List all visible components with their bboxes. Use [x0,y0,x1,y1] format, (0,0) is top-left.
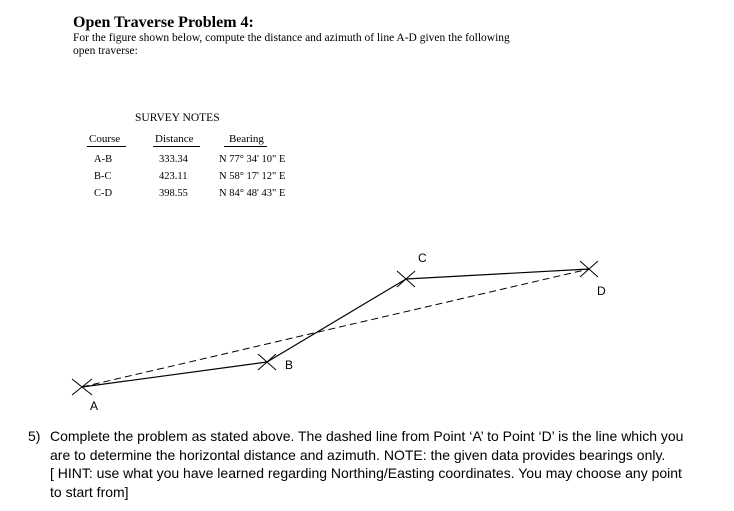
bearing-cell: N 84° 48' 43" E [219,188,286,199]
course-cell: B-C [94,171,112,182]
question-line-2: are to determine the horizontal distance and azimuth. NOTE: the given data provides bearings only. [50,446,666,463]
question-line-1: Complete the problem as stated above. The dashed line from Point ‘A’ to Point ‘D’ is the line which you [50,428,684,444]
dashed-line-a-d [82,269,589,387]
distance-cell: 398.55 [159,188,188,199]
point-marker-b [258,354,276,370]
problem-description-line-1: For the figure shown below, compute the distance and azimuth of line A-D given the following [73,32,510,44]
question-line-4: to start from] [50,483,129,500]
problem-description-line-2: open traverse: [73,45,138,57]
page-title: Open Traverse Problem 4: [73,14,254,31]
column-header-course: Course [89,133,121,145]
point-label-c: C [418,251,427,265]
question-line-3: [ HINT: use what you have learned regarding Northing/Easting coordinates. You may choose any point [50,465,682,481]
column-header-distance: Distance [155,133,194,145]
course-line-c-d [406,269,589,279]
survey-notes-title: SURVEY NOTES [135,112,220,124]
point-label-a: A [90,399,99,413]
bearing-cell: N 58° 17' 12" E [219,171,286,182]
course-cell: A-B [94,154,113,165]
point-label-d: D [597,284,606,298]
distance-cell: 333.34 [159,154,188,165]
distance-cell: 423.11 [159,171,188,182]
question-number: 5) [28,428,41,444]
point-label-b: B [285,358,294,372]
course-line-b-c [267,279,406,362]
point-marker-a [72,379,92,395]
course-cell: C-D [94,188,113,199]
bearing-cell: N 77° 34' 10" E [219,154,286,165]
column-header-bearing: Bearing [229,133,264,145]
